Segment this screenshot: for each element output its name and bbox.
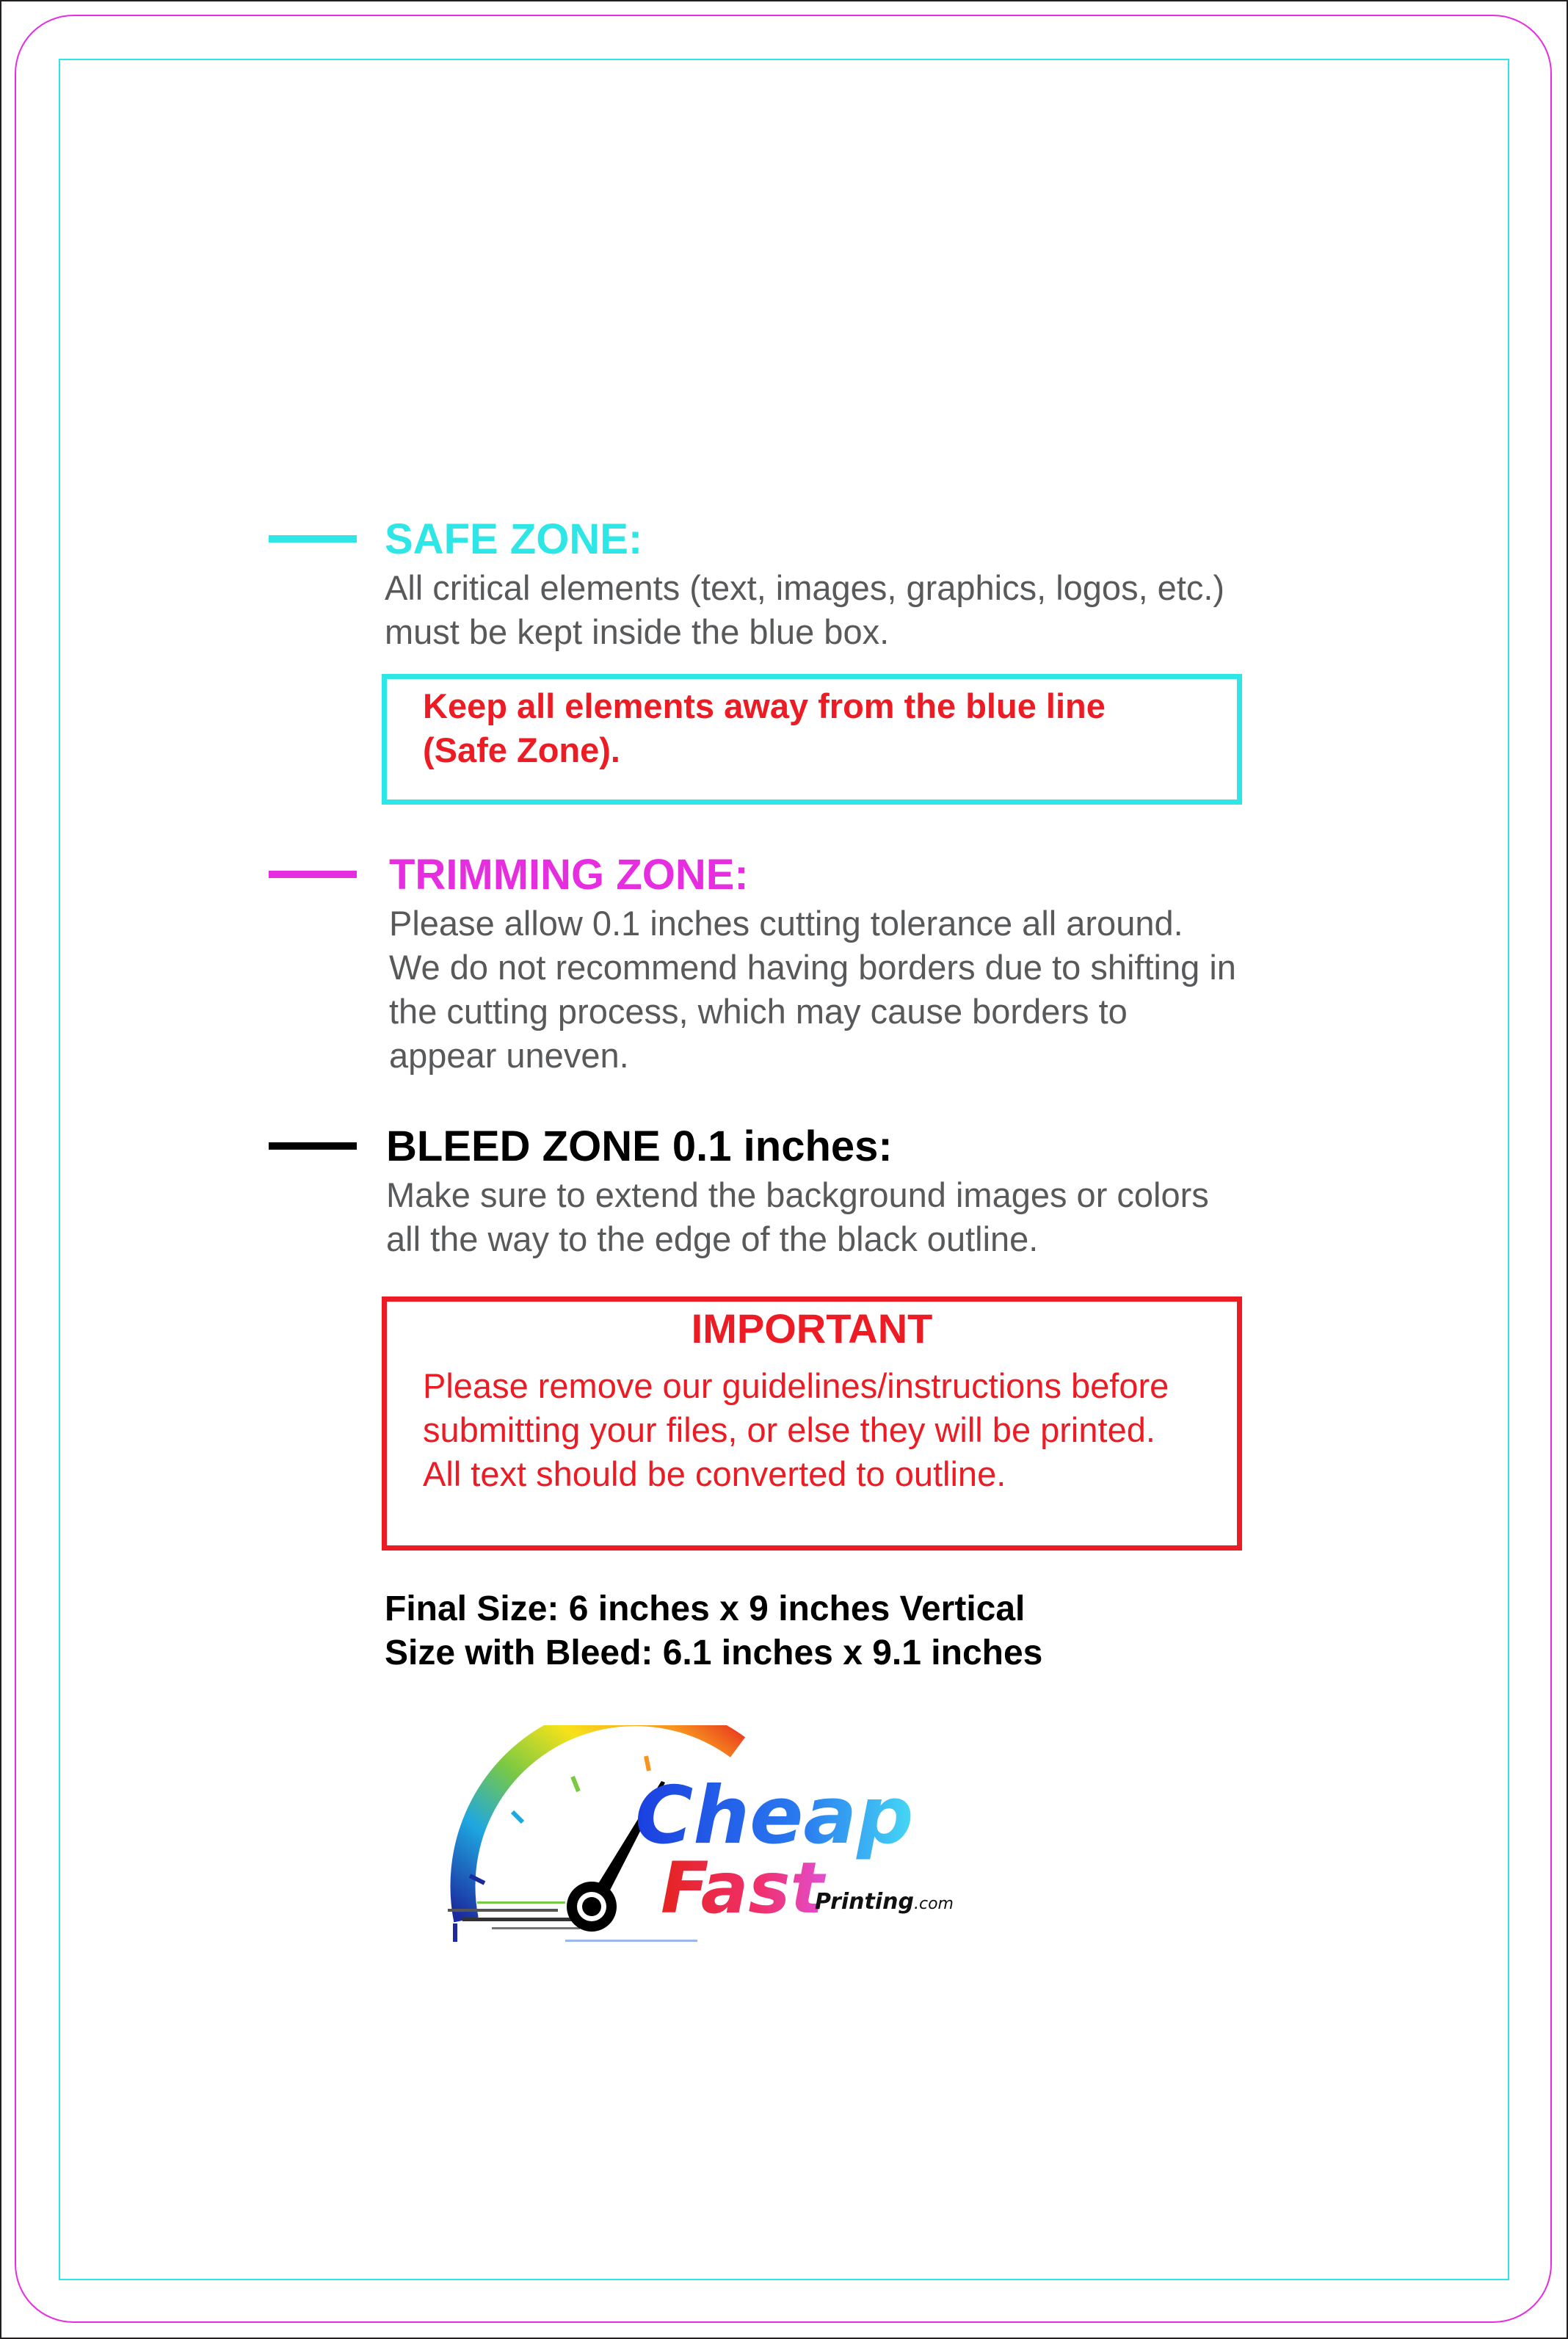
safe-zone-line-1: All critical elements (text, images, graphics, logos, etc.): [385, 568, 1225, 607]
important-line-2: submitting your files, or else they will be printed.: [423, 1410, 1155, 1449]
important-text: [423, 1364, 1169, 1496]
bleed-zone-description: [386, 1173, 1209, 1261]
bleed-zone-legend-swatch: [269, 1142, 357, 1150]
logo-printing: Printing: [815, 1889, 914, 1915]
safe-zone-notice: [423, 684, 1106, 772]
safe-zone-description: [385, 566, 1224, 654]
trimming-zone-line-4: appear uneven.: [389, 1036, 629, 1075]
logo-cheap: Cheap: [635, 1770, 914, 1862]
safe-zone-line-2: must be kept inside the blue box.: [385, 612, 890, 651]
safe-zone-notice-line-1: Keep all elements away from the blue line: [423, 686, 1106, 725]
important-line-1: Please remove our guidelines/instructions before: [423, 1366, 1169, 1405]
size-info: [385, 1587, 1042, 1675]
trimming-zone-legend-swatch: [269, 871, 357, 878]
trimming-zone-line-3: the cutting process, which may cause borders to: [389, 992, 1128, 1031]
bleed-zone-line-1: Make sure to extend the background images or colors: [386, 1175, 1209, 1214]
logo-dotcom: .com: [914, 1895, 954, 1913]
logo-underline: [565, 1940, 697, 1942]
logo-fast: Fast: [661, 1847, 824, 1929]
bleed-zone-line-2: all the way to the edge of the black outline.: [386, 1219, 1039, 1258]
trimming-zone-description: [389, 902, 1236, 1078]
important-line-3: All text should be converted to outline.: [423, 1454, 1006, 1493]
final-size-text: Final Size: 6 inches x 9 inches Vertical: [385, 1589, 1026, 1628]
safe-zone-title: SAFE ZONE:: [385, 515, 643, 563]
trimming-zone-title: TRIMMING ZONE:: [389, 851, 749, 899]
bleed-size-text: Size with Bleed: 6.1 inches x 9.1 inches: [385, 1633, 1043, 1672]
important-title: IMPORTANT: [691, 1305, 933, 1352]
safe-zone-legend-swatch: [269, 535, 357, 543]
bleed-zone-title: BLEED ZONE 0.1 inches:: [386, 1123, 893, 1170]
trimming-zone-line-1: Please allow 0.1 inches cutting tolerance all around.: [389, 904, 1183, 943]
cheap-fast-printing-logo: [440, 1725, 954, 1953]
trimming-zone-line-2: We do not recommend having borders due to shifting in: [389, 948, 1236, 987]
safe-zone-notice-line-2: (Safe Zone).: [423, 730, 620, 769]
